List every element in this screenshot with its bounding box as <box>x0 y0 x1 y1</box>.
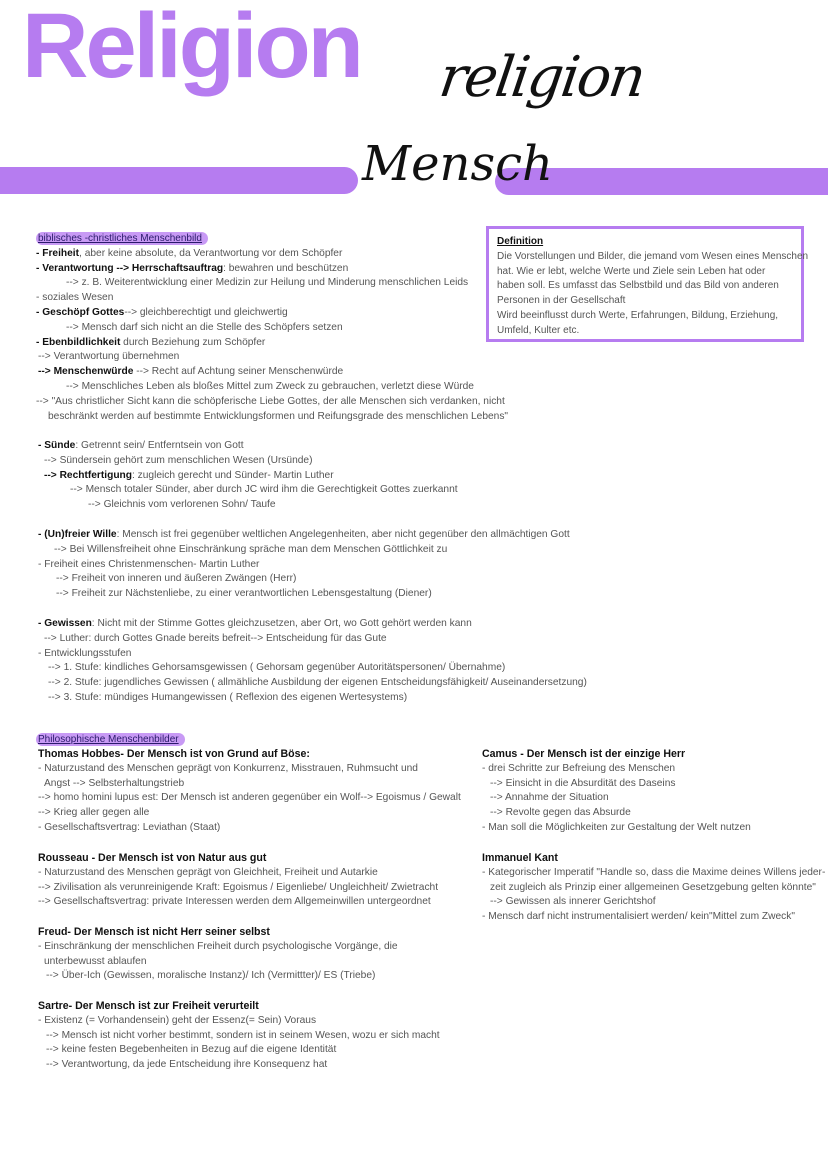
note-text: --> 1. Stufe: kindliches Gehorsamsgewissen ( Gehorsam gegenüber Autoritätspersonen/ Übernahme) <box>48 662 506 674</box>
note-text: beschränkt werden auf bestimmte Entwicklungsformen und Reifungsgrade des menschlichen Lebens" <box>48 410 509 422</box>
note-line <box>36 336 508 351</box>
note-line: - Einschränkung der menschlichen Freiheit durch psychologische Vorgänge, die <box>38 940 398 952</box>
definition-title: Definition <box>497 236 544 247</box>
definition-line: Umfeld, Kulter etc. <box>497 324 580 336</box>
keyword: - Verantwortung --> Herrschaftsauftrag <box>36 262 224 274</box>
note-line: - Gesellschaftsvertrag: Leviathan (Staat) <box>38 821 221 833</box>
subtitle: Mensch <box>362 136 553 192</box>
note-line <box>38 587 570 602</box>
keyword: - Ebenbildlichkeit <box>36 336 121 348</box>
sartre-section <box>38 999 440 1073</box>
keyword: - Sünde <box>38 440 76 451</box>
note-line: --> Einsicht in die Absurdität des Daseins <box>490 777 676 789</box>
kant-section <box>482 851 825 925</box>
note-line: - Man soll die Möglichkeiten zur Gestaltung der Welt nutzen <box>482 821 751 833</box>
biblical-section <box>36 232 508 424</box>
note-text: --> Menschliches Leben als bloßes Mittel zum Zweck zu gebrauchen, verletzt diese Würde <box>66 380 474 392</box>
philosophical-heading-wrap <box>36 733 185 748</box>
note-text: , aber keine absolute, da Verantwortung vor dem Schöpfer <box>79 247 343 259</box>
sin-section <box>38 439 458 513</box>
note-line <box>38 572 570 587</box>
note-line <box>38 647 587 662</box>
section-heading: Philosophische Menschenbilder <box>36 733 185 746</box>
note-line: zeit zugleich als Prinzip einer allgemeinen Gesetzgebung gelten könnte" <box>490 881 816 893</box>
note-line: --> homo homini lupus est: Der Mensch ist anderen gegenüber ein Wolf--> Egoismus / Gewalt <box>38 792 461 804</box>
biblical-lines <box>36 247 508 425</box>
note-text: --> Luther: durch Gottes Gnade bereits befreit--> Entscheidung für das Gute <box>44 632 387 644</box>
note-text: : bewahren und beschützen <box>223 262 349 274</box>
title-script: religion <box>435 45 648 110</box>
note-line <box>36 350 508 365</box>
note-text: : zugleich gerecht und Sünder- Martin Luther <box>132 469 334 481</box>
note-line <box>38 498 458 513</box>
note-line <box>38 617 587 632</box>
camus-title: Camus - Der Mensch ist der einzige Herr <box>482 748 686 760</box>
note-line: - Mensch darf nicht instrumentalisiert werden/ kein"Mittel zum Zweck" <box>482 911 795 923</box>
note-line: unterbewusst ablaufen <box>44 955 147 967</box>
will-section <box>38 528 570 602</box>
note-text: - soziales Wesen <box>36 292 114 304</box>
note-text: --> Recht auf Achtung seiner Menschenwürde <box>133 366 344 378</box>
note-line <box>36 247 508 262</box>
rousseau-section <box>38 851 438 910</box>
note-line: - Existenz (= Vorhandensein) geht der Essenz(= Sein) Voraus <box>38 1014 317 1026</box>
note-line <box>38 632 587 647</box>
note-text: durch Beziehung zum Schöpfer <box>120 336 266 348</box>
note-line: --> Verantwortung, da jede Entscheidung ihre Konsequenz hat <box>46 1059 328 1071</box>
note-line: --> Revolte gegen das Absurde <box>490 807 631 819</box>
note-line <box>36 306 508 321</box>
note-text: --> Verantwortung übernehmen <box>38 351 180 363</box>
section-heading: biblisches -christliches Menschenbild <box>36 232 208 245</box>
note-text: --> Freiheit zur Nächstenliebe, zu einer verantwortlichen Lebensgestaltung (Diener) <box>56 588 432 600</box>
note-text: --> Freiheit von inneren und äußeren Zwängen (Herr) <box>56 573 297 585</box>
note-text: --> Mensch totaler Sünder, aber durch JC wird ihm die Gerechtigkeit Gottes zuerkannt <box>70 484 458 496</box>
note-line <box>38 454 458 469</box>
note-line <box>36 395 508 410</box>
note-line <box>38 483 458 498</box>
keyword: - Freiheit <box>36 247 80 259</box>
note-text: : Nicht mit der Stimme Gottes gleichzusetzen, aber Ort, wo Gott gehört werden kann <box>91 618 472 629</box>
note-line <box>38 439 458 454</box>
definition-line: hat. Wie er lebt, welche Werte und Ziele sein Leben hat oder <box>497 265 766 277</box>
note-line <box>38 558 570 573</box>
note-line: --> Mensch ist nicht vorher bestimmt, sondern ist in seinem Wesen, wozu er sich macht <box>46 1029 440 1041</box>
note-line <box>36 262 508 277</box>
definition-box <box>486 226 809 342</box>
freud-title: Freud- Der Mensch ist nicht Herr seiner selbst <box>38 926 270 938</box>
keyword: - Gewissen <box>38 618 92 629</box>
keyword: --> Rechtfertigung <box>44 469 133 481</box>
definition-lines <box>497 250 809 339</box>
rousseau-title: Rousseau - Der Mensch ist von Natur aus gut <box>38 852 267 864</box>
note-line <box>38 661 587 676</box>
note-text: --> Bei Willensfreiheit ohne Einschränkung spräche man dem Menschen Göttlichkeit zu <box>54 543 448 555</box>
note-line: --> Über-Ich (Gewissen, moralische Instanz)/ Ich (Vermittter)/ ES (Triebe) <box>46 970 376 982</box>
sartre-title: Sartre- Der Mensch ist zur Freiheit verurteilt <box>38 1000 259 1012</box>
note-text: : Getrennt sein/ Entferntsein von Gott <box>75 440 244 451</box>
note-text: --> Mensch darf sich nicht an die Stelle des Schöpfers setzen <box>66 321 343 333</box>
note-line <box>36 321 508 336</box>
keyword: --> Menschenwürde <box>38 366 134 378</box>
note-text: --> 3. Stufe: mündiges Humangewissen ( Reflexion des eigenen Wertesystems) <box>48 691 408 703</box>
note-line: --> Gewissen als innerer Gerichtshof <box>490 896 656 908</box>
note-line <box>36 365 508 380</box>
definition-line: Die Vorstellungen und Bilder, die jemand vom Wesen eines Menschen <box>497 250 809 262</box>
hobbes-title: Thomas Hobbes- Der Mensch ist von Grund auf Böse: <box>38 748 310 760</box>
note-text: --> 2. Stufe: jugendliches Gewissen ( allmähliche Ausbildung der eigenen Entscheidungsfähigkeit/ Auseinandersetzung) <box>48 677 587 689</box>
note-text: --> "Aus christlicher Sicht kann die schöpferische Liebe Gottes, der alle Menschen sich verdanken, nicht <box>36 395 505 407</box>
keyword: - (Un)freier Wille <box>38 529 117 540</box>
note-text: - Freiheit eines Christenmenschen- Martin Luther <box>38 558 260 570</box>
note-text: --> Gleichnis vom verlorenen Sohn/ Taufe <box>88 499 276 511</box>
keyword: - Geschöpf Gottes <box>36 306 125 318</box>
note-text: --> z. B. Weiterentwicklung einer Medizin zur Heilung und Minderung menschlichen Leids <box>66 277 469 289</box>
note-line: - Naturzustand des Menschen geprägt von Gleichheit, Freiheit und Autarkie <box>38 866 378 878</box>
kant-title: Immanuel Kant <box>482 852 558 864</box>
title-bubble: Religion <box>22 0 361 97</box>
definition-line: Personen in der Gesellschaft <box>497 295 626 307</box>
note-line <box>38 676 587 691</box>
freud-section <box>38 925 398 984</box>
note-line: --> Zivilisation als verunreinigende Kraft: Egoismus / Eigenliebe/ Ungleichheit/ Zwietracht <box>38 881 439 893</box>
definition-line: haben soll. Es umfasst das Selbstbild und das Bild von anderen <box>497 280 779 292</box>
note-line <box>36 380 508 395</box>
note-line: - Kategorischer Imperatif "Handle so, dass die Maxime deines Willens jeder- <box>482 866 826 878</box>
note-text: --> Sündersein gehört zum menschlichen Wesen (Ursünde) <box>44 454 313 466</box>
hobbes-section <box>38 747 461 836</box>
note-text: --> gleichberechtigt und gleichwertig <box>124 306 288 318</box>
definition-line: Wird beeinflusst durch Werte, Erfahrungen, Bildung, Erziehung, <box>497 309 779 321</box>
camus-section <box>482 747 751 836</box>
note-line <box>36 410 508 425</box>
note-line <box>38 469 458 484</box>
conscience-section <box>38 617 587 706</box>
note-line: --> Krieg aller gegen alle <box>38 807 150 819</box>
note-line: --> Gesellschaftsvertrag: private Interessen werden dem Allgemeinwillen untergeordnet <box>38 896 431 908</box>
note-line <box>36 291 508 306</box>
note-line <box>36 276 508 291</box>
note-line <box>38 543 570 558</box>
note-line <box>38 691 587 706</box>
note-text: - Entwicklungsstufen <box>38 647 132 659</box>
note-text: : Mensch ist frei gegenüber weltlichen Angelegenheiten, aber nicht gegenüber den allmächtigen Gott <box>116 529 570 540</box>
note-line <box>38 528 570 543</box>
note-line: Angst --> Selbsterhaltungstrieb <box>44 777 185 789</box>
note-line: - drei Schritte zur Befreiung des Menschen <box>482 762 676 774</box>
note-line: - Naturzustand des Menschen geprägt von Konkurrenz, Misstrauen, Ruhmsucht und <box>38 762 418 774</box>
divider-bar-left <box>0 167 358 194</box>
note-line: --> Annahme der Situation <box>490 792 609 804</box>
note-line: --> keine festen Begebenheiten in Bezug auf die eigene Identität <box>46 1044 337 1056</box>
